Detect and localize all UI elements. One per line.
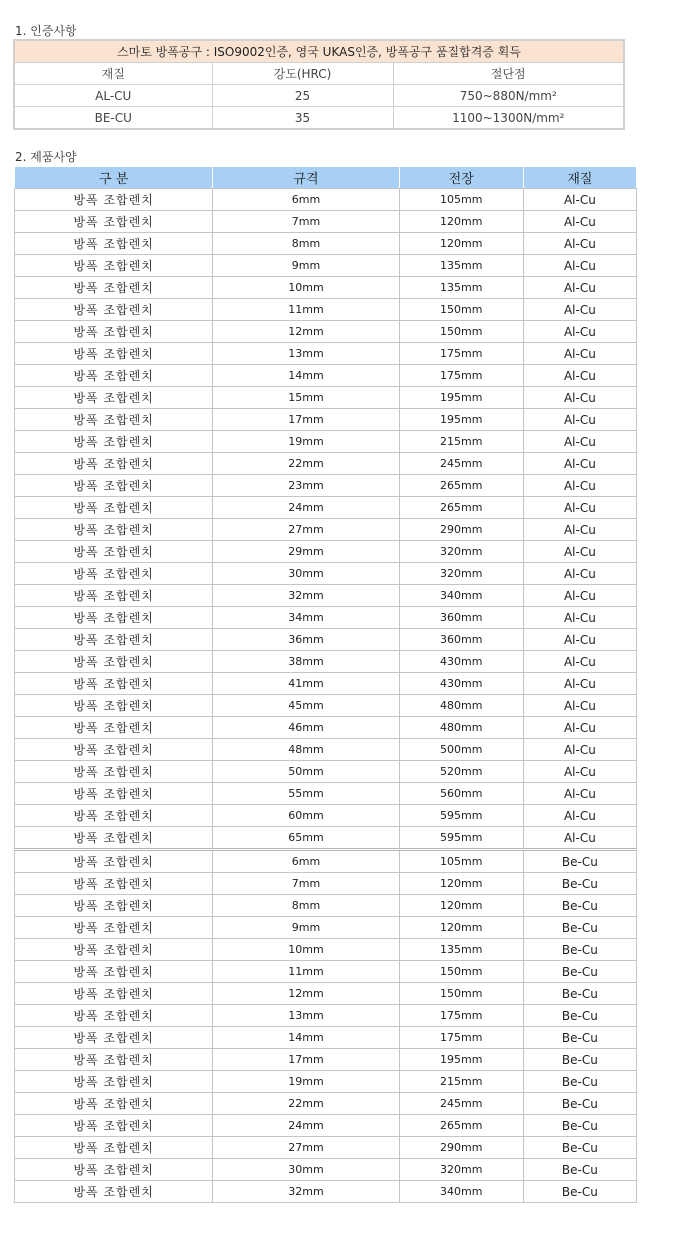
material-cell: Al-Cu	[523, 629, 636, 651]
size-cell: 30mm	[213, 1159, 399, 1181]
table-row	[15, 453, 637, 475]
length-cell: 175mm	[399, 365, 523, 387]
product-name-cell: 방폭 조합렌치	[15, 1137, 213, 1159]
certification-row	[14, 85, 624, 107]
material-cell: Be-Cu	[523, 1027, 636, 1049]
product-name-cell: 방폭 조합렌치	[15, 189, 213, 211]
hardness-cell: 35	[212, 107, 393, 130]
breaking-point-cell: 1100~1300N/mm²	[393, 107, 624, 130]
material-cell: Al-Cu	[523, 497, 636, 519]
material-cell: Al-Cu	[523, 607, 636, 629]
material-cell: Al-Cu	[523, 695, 636, 717]
table-row	[15, 519, 637, 541]
table-row	[15, 475, 637, 497]
table-row	[15, 895, 637, 917]
length-cell: 150mm	[399, 321, 523, 343]
material-cell: Al-Cu	[523, 387, 636, 409]
length-cell: 520mm	[399, 761, 523, 783]
length-cell: 245mm	[399, 1093, 523, 1115]
length-cell: 430mm	[399, 673, 523, 695]
table-row	[15, 1049, 637, 1071]
material-cell: Al-Cu	[523, 541, 636, 563]
length-cell: 340mm	[399, 1181, 523, 1203]
size-cell: 32mm	[213, 585, 399, 607]
table-row	[15, 1159, 637, 1181]
size-cell: 12mm	[213, 321, 399, 343]
size-cell: 13mm	[213, 1005, 399, 1027]
product-name-cell: 방폭 조합렌치	[15, 717, 213, 739]
table-row	[15, 1071, 637, 1093]
material-cell: BE-CU	[14, 107, 212, 130]
material-cell: Al-Cu	[523, 739, 636, 761]
length-cell: 135mm	[399, 255, 523, 277]
material-cell: Al-Cu	[523, 211, 636, 233]
length-cell: 265mm	[399, 497, 523, 519]
material-cell: Al-Cu	[523, 343, 636, 365]
material-cell: Al-Cu	[523, 673, 636, 695]
length-cell: 120mm	[399, 895, 523, 917]
table-row	[15, 321, 637, 343]
product-name-cell: 방폭 조합렌치	[15, 497, 213, 519]
material-cell: Al-Cu	[523, 519, 636, 541]
size-cell: 29mm	[213, 541, 399, 563]
size-cell: 9mm	[213, 255, 399, 277]
size-cell: 23mm	[213, 475, 399, 497]
table-row	[15, 1093, 637, 1115]
product-name-cell: 방폭 조합렌치	[15, 629, 213, 651]
length-cell: 195mm	[399, 409, 523, 431]
product-name-cell: 방폭 조합렌치	[15, 277, 213, 299]
length-cell: 360mm	[399, 607, 523, 629]
product-name-cell: 방폭 조합렌치	[15, 850, 213, 873]
table-row	[15, 629, 637, 651]
product-name-cell: 방폭 조합렌치	[15, 1027, 213, 1049]
size-cell: 24mm	[213, 497, 399, 519]
table-row	[15, 783, 637, 805]
product-name-cell: 방폭 조합렌치	[15, 255, 213, 277]
length-cell: 120mm	[399, 873, 523, 895]
header-breaking-point: 절단점	[393, 63, 624, 85]
table-row	[15, 1115, 637, 1137]
table-row	[15, 299, 637, 321]
size-cell: 34mm	[213, 607, 399, 629]
length-cell: 215mm	[399, 431, 523, 453]
certification-banner-row	[14, 40, 624, 63]
product-name-cell: 방폭 조합렌치	[15, 409, 213, 431]
product-name-cell: 방폭 조합렌치	[15, 673, 213, 695]
material-cell: Al-Cu	[523, 717, 636, 739]
material-cell: Be-Cu	[523, 961, 636, 983]
size-cell: 6mm	[213, 850, 399, 873]
size-cell: 15mm	[213, 387, 399, 409]
material-cell: Al-Cu	[523, 563, 636, 585]
size-cell: 10mm	[213, 939, 399, 961]
table-row	[15, 277, 637, 299]
certification-header-row	[14, 63, 624, 85]
table-row	[15, 1181, 637, 1203]
material-cell: Al-Cu	[523, 805, 636, 827]
size-cell: 17mm	[213, 409, 399, 431]
length-cell: 595mm	[399, 805, 523, 827]
product-name-cell: 방폭 조합렌치	[15, 827, 213, 850]
table-row	[15, 983, 637, 1005]
header-category: 구 분	[15, 167, 213, 189]
table-row	[15, 1027, 637, 1049]
length-cell: 480mm	[399, 717, 523, 739]
material-cell: Al-Cu	[523, 299, 636, 321]
length-cell: 480mm	[399, 695, 523, 717]
length-cell: 265mm	[399, 475, 523, 497]
product-name-cell: 방폭 조합렌치	[15, 695, 213, 717]
header-material: 재질	[523, 167, 636, 189]
product-name-cell: 방폭 조합렌치	[15, 739, 213, 761]
product-name-cell: 방폭 조합렌치	[15, 983, 213, 1005]
length-cell: 265mm	[399, 1115, 523, 1137]
header-hardness: 강도(HRC)	[212, 63, 393, 85]
table-row	[15, 431, 637, 453]
table-row	[15, 409, 637, 431]
table-row	[15, 917, 637, 939]
product-name-cell: 방폭 조합렌치	[15, 519, 213, 541]
table-row	[15, 387, 637, 409]
table-row	[15, 739, 637, 761]
product-name-cell: 방폭 조합렌치	[15, 1159, 213, 1181]
length-cell: 120mm	[399, 233, 523, 255]
product-name-cell: 방폭 조합렌치	[15, 873, 213, 895]
size-cell: 22mm	[213, 1093, 399, 1115]
size-cell: 45mm	[213, 695, 399, 717]
material-cell: Be-Cu	[523, 1137, 636, 1159]
length-cell: 290mm	[399, 519, 523, 541]
size-cell: 65mm	[213, 827, 399, 850]
table-row	[15, 211, 637, 233]
length-cell: 320mm	[399, 541, 523, 563]
length-cell: 175mm	[399, 1027, 523, 1049]
table-row	[15, 850, 637, 873]
product-name-cell: 방폭 조합렌치	[15, 805, 213, 827]
product-name-cell: 방폭 조합렌치	[15, 917, 213, 939]
material-cell: Al-Cu	[523, 189, 636, 211]
length-cell: 320mm	[399, 1159, 523, 1181]
size-cell: 50mm	[213, 761, 399, 783]
product-name-cell: 방폭 조합렌치	[15, 299, 213, 321]
hardness-cell: 25	[212, 85, 393, 107]
product-name-cell: 방폭 조합렌치	[15, 585, 213, 607]
product-name-cell: 방폭 조합렌치	[15, 453, 213, 475]
size-cell: 14mm	[213, 1027, 399, 1049]
length-cell: 320mm	[399, 563, 523, 585]
table-row	[15, 255, 637, 277]
length-cell: 195mm	[399, 387, 523, 409]
material-cell: Be-Cu	[523, 1115, 636, 1137]
product-name-cell: 방폭 조합렌치	[15, 343, 213, 365]
product-name-cell: 방폭 조합렌치	[15, 365, 213, 387]
material-cell: Al-Cu	[523, 761, 636, 783]
size-cell: 9mm	[213, 917, 399, 939]
material-cell: Be-Cu	[523, 1181, 636, 1203]
spec-header-row	[15, 167, 637, 189]
product-name-cell: 방폭 조합렌치	[15, 895, 213, 917]
length-cell: 150mm	[399, 983, 523, 1005]
length-cell: 360mm	[399, 629, 523, 651]
material-cell: Al-Cu	[523, 585, 636, 607]
material-cell: Be-Cu	[523, 917, 636, 939]
material-cell: Al-Cu	[523, 783, 636, 805]
table-row	[15, 541, 637, 563]
length-cell: 175mm	[399, 1005, 523, 1027]
product-name-cell: 방폭 조합렌치	[15, 1049, 213, 1071]
table-row	[15, 673, 637, 695]
material-cell: Al-Cu	[523, 431, 636, 453]
size-cell: 27mm	[213, 519, 399, 541]
length-cell: 215mm	[399, 1071, 523, 1093]
length-cell: 595mm	[399, 827, 523, 850]
length-cell: 150mm	[399, 299, 523, 321]
section-1-title: 1. 인증사항	[15, 24, 77, 38]
material-cell: Al-Cu	[523, 321, 636, 343]
product-name-cell: 방폭 조합렌치	[15, 475, 213, 497]
table-row	[15, 651, 637, 673]
size-cell: 14mm	[213, 365, 399, 387]
size-cell: 24mm	[213, 1115, 399, 1137]
material-cell: Be-Cu	[523, 873, 636, 895]
section-2-title: 2. 제품사양	[15, 150, 77, 164]
product-name-cell: 방폭 조합렌치	[15, 563, 213, 585]
product-name-cell: 방폭 조합렌치	[15, 1115, 213, 1137]
material-cell: Be-Cu	[523, 1005, 636, 1027]
size-cell: 48mm	[213, 739, 399, 761]
product-name-cell: 방폭 조합렌치	[15, 321, 213, 343]
material-cell: Al-Cu	[523, 453, 636, 475]
certification-table	[13, 39, 625, 130]
size-cell: 10mm	[213, 277, 399, 299]
table-row	[15, 563, 637, 585]
length-cell: 245mm	[399, 453, 523, 475]
size-cell: 8mm	[213, 895, 399, 917]
table-row	[15, 717, 637, 739]
material-cell: Al-Cu	[523, 409, 636, 431]
length-cell: 290mm	[399, 1137, 523, 1159]
material-cell: Al-Cu	[523, 233, 636, 255]
size-cell: 36mm	[213, 629, 399, 651]
length-cell: 105mm	[399, 850, 523, 873]
size-cell: 19mm	[213, 1071, 399, 1093]
product-name-cell: 방폭 조합렌치	[15, 651, 213, 673]
length-cell: 120mm	[399, 917, 523, 939]
material-cell: Be-Cu	[523, 1071, 636, 1093]
size-cell: 13mm	[213, 343, 399, 365]
product-name-cell: 방폭 조합렌치	[15, 607, 213, 629]
material-cell: Al-Cu	[523, 651, 636, 673]
length-cell: 340mm	[399, 585, 523, 607]
product-name-cell: 방폭 조합렌치	[15, 211, 213, 233]
table-row	[15, 343, 637, 365]
table-row	[15, 1137, 637, 1159]
material-cell: Al-Cu	[523, 277, 636, 299]
size-cell: 7mm	[213, 873, 399, 895]
table-row	[15, 585, 637, 607]
material-cell: Be-Cu	[523, 1159, 636, 1181]
size-cell: 55mm	[213, 783, 399, 805]
material-cell: Be-Cu	[523, 983, 636, 1005]
size-cell: 32mm	[213, 1181, 399, 1203]
size-cell: 11mm	[213, 961, 399, 983]
spec-table-body	[15, 189, 637, 1203]
product-name-cell: 방폭 조합렌치	[15, 233, 213, 255]
material-cell: AL-CU	[14, 85, 212, 107]
product-name-cell: 방폭 조합렌치	[15, 783, 213, 805]
length-cell: 105mm	[399, 189, 523, 211]
material-cell: Be-Cu	[523, 895, 636, 917]
certification-row	[14, 107, 624, 130]
size-cell: 22mm	[213, 453, 399, 475]
certification-banner: 스마토 방폭공구 : ISO9002인증, 영국 UKAS인증, 방폭공구 품질합격증 획득	[14, 40, 624, 63]
table-row	[15, 365, 637, 387]
table-row	[15, 607, 637, 629]
size-cell: 8mm	[213, 233, 399, 255]
product-spec-table	[14, 166, 637, 1203]
table-row	[15, 1005, 637, 1027]
size-cell: 7mm	[213, 211, 399, 233]
product-name-cell: 방폭 조합렌치	[15, 961, 213, 983]
product-name-cell: 방폭 조합렌치	[15, 1005, 213, 1027]
header-length: 전장	[399, 167, 523, 189]
material-cell: Al-Cu	[523, 475, 636, 497]
length-cell: 430mm	[399, 651, 523, 673]
table-row	[15, 189, 637, 211]
table-row	[15, 873, 637, 895]
size-cell: 46mm	[213, 717, 399, 739]
product-name-cell: 방폭 조합렌치	[15, 1093, 213, 1115]
product-name-cell: 방폭 조합렌치	[15, 387, 213, 409]
size-cell: 27mm	[213, 1137, 399, 1159]
size-cell: 30mm	[213, 563, 399, 585]
product-name-cell: 방폭 조합렌치	[15, 939, 213, 961]
size-cell: 38mm	[213, 651, 399, 673]
length-cell: 175mm	[399, 343, 523, 365]
material-cell: Al-Cu	[523, 827, 636, 850]
table-row	[15, 827, 637, 850]
size-cell: 41mm	[213, 673, 399, 695]
length-cell: 195mm	[399, 1049, 523, 1071]
material-cell: Al-Cu	[523, 365, 636, 387]
product-name-cell: 방폭 조합렌치	[15, 1071, 213, 1093]
breaking-point-cell: 750~880N/mm²	[393, 85, 624, 107]
product-name-cell: 방폭 조합렌치	[15, 1181, 213, 1203]
size-cell: 11mm	[213, 299, 399, 321]
material-cell: Be-Cu	[523, 939, 636, 961]
length-cell: 135mm	[399, 939, 523, 961]
product-name-cell: 방폭 조합렌치	[15, 761, 213, 783]
material-cell: Be-Cu	[523, 850, 636, 873]
table-row	[15, 497, 637, 519]
material-cell: Al-Cu	[523, 255, 636, 277]
material-cell: Be-Cu	[523, 1049, 636, 1071]
size-cell: 12mm	[213, 983, 399, 1005]
length-cell: 150mm	[399, 961, 523, 983]
table-row	[15, 761, 637, 783]
length-cell: 560mm	[399, 783, 523, 805]
table-row	[15, 939, 637, 961]
table-row	[15, 233, 637, 255]
product-name-cell: 방폭 조합렌치	[15, 541, 213, 563]
size-cell: 6mm	[213, 189, 399, 211]
size-cell: 17mm	[213, 1049, 399, 1071]
table-row	[15, 805, 637, 827]
product-name-cell: 방폭 조합렌치	[15, 431, 213, 453]
header-material: 재질	[14, 63, 212, 85]
length-cell: 500mm	[399, 739, 523, 761]
size-cell: 19mm	[213, 431, 399, 453]
table-row	[15, 695, 637, 717]
table-row	[15, 961, 637, 983]
material-cell: Be-Cu	[523, 1093, 636, 1115]
size-cell: 60mm	[213, 805, 399, 827]
length-cell: 120mm	[399, 211, 523, 233]
header-size: 규격	[213, 167, 399, 189]
length-cell: 135mm	[399, 277, 523, 299]
